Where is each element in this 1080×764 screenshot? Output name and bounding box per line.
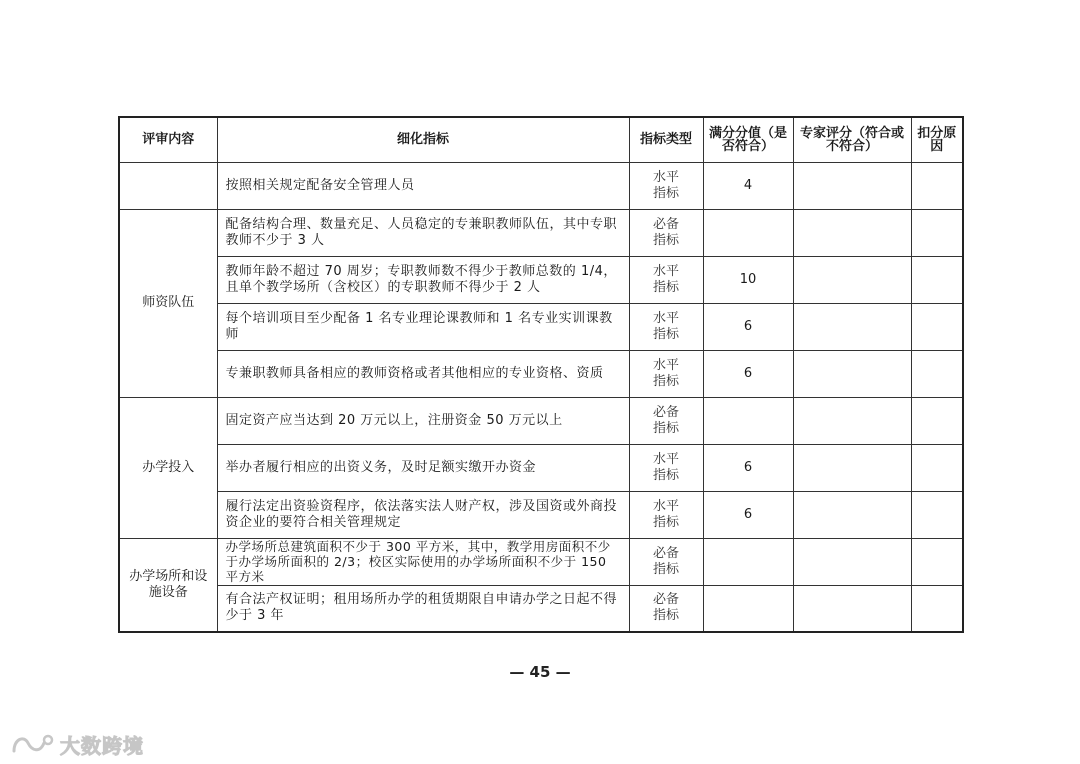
expert-score-cell[interactable] [793, 491, 911, 538]
category-cell: 办学场所和设施设备 [119, 538, 217, 632]
score-cell: 6 [703, 303, 793, 350]
header-category: 评审内容 [119, 117, 217, 162]
score-cell: 6 [703, 491, 793, 538]
indicator-cell: 有合法产权证明；租用场所办学的租赁期限自申请办学之日起不得少于 3 年 [217, 585, 629, 632]
watermark-logo-icon [10, 731, 54, 757]
deduct-reason-cell[interactable] [911, 444, 963, 491]
type-cell: 必备指标 [629, 538, 703, 585]
table-row [119, 350, 963, 397]
type-cell: 水平指标 [629, 491, 703, 538]
indicator-cell: 专兼职教师具备相应的教师资格或者其他相应的专业资格、资质 [217, 350, 629, 397]
table-row [119, 303, 963, 350]
score-cell: 10 [703, 256, 793, 303]
deduct-reason-cell[interactable] [911, 585, 963, 632]
deduct-reason-cell[interactable] [911, 209, 963, 256]
header-expert-score: 专家评分（符合或不符合） [793, 117, 911, 162]
deduct-reason-cell[interactable] [911, 491, 963, 538]
type-cell: 水平指标 [629, 256, 703, 303]
score-cell [703, 209, 793, 256]
deduct-reason-cell[interactable] [911, 162, 963, 209]
indicator-cell: 教师年龄不超过 70 周岁；专职教师数不得少于教师总数的 1/4，且单个教学场所（含校区）的专职教师不得少于 2 人 [217, 256, 629, 303]
type-cell: 水平指标 [629, 444, 703, 491]
expert-score-cell[interactable] [793, 256, 911, 303]
header-full-score: 满分分值（是否符合） [703, 117, 793, 162]
header-deduct-reason: 扣分原因 [911, 117, 963, 162]
header-indicator: 细化指标 [217, 117, 629, 162]
type-cell: 水平指标 [629, 303, 703, 350]
type-cell: 必备指标 [629, 209, 703, 256]
indicator-cell: 按照相关规定配备安全管理人员 [217, 162, 629, 209]
indicator-cell: 办学场所总建筑面积不少于 300 平方米，其中，教学用房面积不少于办学场所面积的 2/3；校区实际使用的办学场所面积不少于 150 平方米 [217, 538, 629, 585]
watermark-text: 大数跨境 [60, 733, 144, 758]
table-row [119, 209, 963, 256]
expert-score-cell[interactable] [793, 162, 911, 209]
score-cell: 6 [703, 444, 793, 491]
watermark [10, 730, 144, 758]
category-cell: 办学投入 [119, 397, 217, 538]
indicator-cell: 举办者履行相应的出资义务，及时足额实缴开办资金 [217, 444, 629, 491]
expert-score-cell[interactable] [793, 209, 911, 256]
table-row [119, 397, 963, 444]
expert-score-cell[interactable] [793, 444, 911, 491]
deduct-reason-cell[interactable] [911, 350, 963, 397]
deduct-reason-cell[interactable] [911, 303, 963, 350]
category-cell: 师资队伍 [119, 209, 217, 397]
table-row [119, 256, 963, 303]
deduct-reason-cell[interactable] [911, 256, 963, 303]
score-cell [703, 397, 793, 444]
indicator-cell: 每个培训项目至少配备 1 名专业理论课教师和 1 名专业实训课教师 [217, 303, 629, 350]
indicator-cell: 固定资产应当达到 20 万元以上，注册资金 50 万元以上 [217, 397, 629, 444]
expert-score-cell[interactable] [793, 538, 911, 585]
page-number: — 45 — [509, 663, 571, 681]
indicator-cell: 履行法定出资验资程序，依法落实法人财产权，涉及国资或外商投资企业的要符合相关管理规定 [217, 491, 629, 538]
indicator-cell: 配备结构合理、数量充足、人员稳定的专兼职教师队伍，其中专职教师不少于 3 人 [217, 209, 629, 256]
expert-score-cell[interactable] [793, 397, 911, 444]
type-cell: 水平指标 [629, 350, 703, 397]
category-cell [119, 162, 217, 209]
expert-score-cell[interactable] [793, 350, 911, 397]
score-cell [703, 585, 793, 632]
evaluation-table [118, 116, 964, 633]
table-row [119, 491, 963, 538]
type-cell: 必备指标 [629, 397, 703, 444]
score-cell [703, 538, 793, 585]
type-cell: 水平指标 [629, 162, 703, 209]
deduct-reason-cell[interactable] [911, 397, 963, 444]
expert-score-cell[interactable] [793, 585, 911, 632]
deduct-reason-cell[interactable] [911, 538, 963, 585]
header-type: 指标类型 [629, 117, 703, 162]
score-cell: 6 [703, 350, 793, 397]
type-cell: 必备指标 [629, 585, 703, 632]
expert-score-cell[interactable] [793, 303, 911, 350]
table-row [119, 585, 963, 632]
table-header-row [119, 117, 963, 162]
score-cell: 4 [703, 162, 793, 209]
table-row [119, 162, 963, 209]
table-row [119, 538, 963, 585]
table-row [119, 444, 963, 491]
